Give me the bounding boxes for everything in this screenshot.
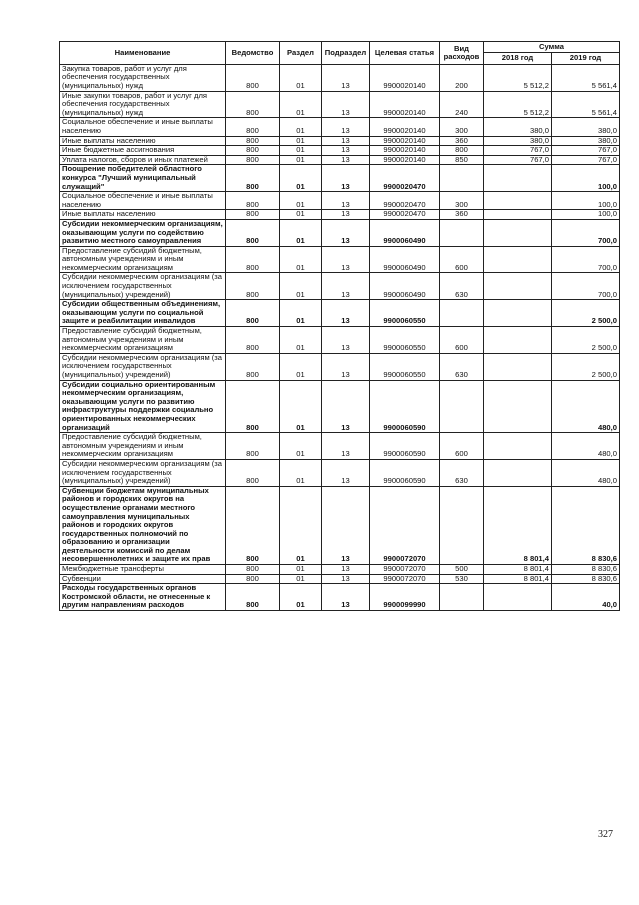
cell-target: 9900020140 [370,91,440,118]
cell-subsection: 13 [322,155,370,165]
header-exp-type: Вид расходов [440,42,484,65]
cell-subsection: 13 [322,118,370,136]
cell-target: 9900020140 [370,146,440,156]
cell-dept: 800 [226,584,280,611]
cell-name: Субсидии некоммерческим организациям (за исключением государственных (муниципальных) учреждений) [60,273,226,300]
cell-subsection: 13 [322,584,370,611]
cell-exp-type [440,165,484,192]
cell-name: Иные выплаты населению [60,210,226,220]
cell-target: 9900020470 [370,165,440,192]
cell-dept: 800 [226,64,280,91]
table-row [60,192,620,210]
cell-sum-2019: 8 830,6 [552,574,620,584]
cell-dept: 800 [226,146,280,156]
table-row [60,273,620,300]
cell-dept: 800 [226,433,280,460]
cell-name: Субвенции [60,574,226,584]
cell-section: 01 [280,459,322,486]
cell-subsection: 13 [322,353,370,380]
cell-target: 9900072070 [370,486,440,564]
cell-section: 01 [280,353,322,380]
cell-subsection: 13 [322,146,370,156]
cell-target: 9900020140 [370,64,440,91]
cell-sum-2018: 8 801,4 [484,574,552,584]
cell-sum-2018 [484,433,552,460]
cell-sum-2019: 8 830,6 [552,486,620,564]
cell-sum-2019: 40,0 [552,584,620,611]
table-row [60,136,620,146]
header-section: Раздел [280,42,322,65]
cell-exp-type: 360 [440,136,484,146]
cell-sum-2019: 700,0 [552,246,620,273]
cell-exp-type: 300 [440,118,484,136]
table-row [60,210,620,220]
cell-target: 9900060550 [370,300,440,327]
cell-section: 01 [280,118,322,136]
cell-sum-2019: 100,0 [552,165,620,192]
cell-sum-2019: 380,0 [552,136,620,146]
header-2018: 2018 год [484,53,552,64]
cell-dept: 800 [226,219,280,246]
cell-sum-2019: 100,0 [552,210,620,220]
table-body [60,64,620,610]
cell-exp-type: 800 [440,146,484,156]
cell-name: Расходы государственных органов Костромской области, не отнесенные к другим направлениям расходов [60,584,226,611]
table-row [60,118,620,136]
cell-section: 01 [280,433,322,460]
budget-table [59,41,620,611]
cell-section: 01 [280,91,322,118]
table-row [60,380,620,433]
cell-exp-type: 630 [440,273,484,300]
header-name: Наименование [60,42,226,65]
cell-exp-type: 850 [440,155,484,165]
cell-target: 9900060590 [370,459,440,486]
table-row [60,486,620,564]
cell-exp-type [440,584,484,611]
table-row [60,584,620,611]
cell-sum-2019: 380,0 [552,118,620,136]
cell-name: Межбюджетные трансферты [60,565,226,575]
cell-name: Субсидии некоммерческим организациям (за исключением государственных (муниципальных) учреждений) [60,459,226,486]
cell-sum-2019: 2 500,0 [552,300,620,327]
table-header [60,42,620,65]
cell-exp-type [440,380,484,433]
cell-name: Субсидии общественным объединениям, оказывающим услуги по социальной защите и реабилитации инвалидов [60,300,226,327]
cell-sum-2018: 8 801,4 [484,565,552,575]
cell-target: 9900020470 [370,210,440,220]
cell-sum-2018 [484,246,552,273]
cell-sum-2018 [484,273,552,300]
cell-sum-2018: 380,0 [484,118,552,136]
cell-exp-type: 530 [440,574,484,584]
cell-target: 9900020470 [370,192,440,210]
cell-sum-2019: 767,0 [552,146,620,156]
table-row [60,155,620,165]
cell-name: Субсидии социально ориентированным некоммерческим организациям, оказывающим услуги по развитию инфраструктуры поддержки социально ориентированных некоммерческих организаций [60,380,226,433]
cell-section: 01 [280,300,322,327]
cell-exp-type: 600 [440,433,484,460]
cell-subsection: 13 [322,574,370,584]
header-sum: Сумма [484,42,620,53]
cell-dept: 800 [226,300,280,327]
cell-subsection: 13 [322,300,370,327]
cell-sum-2018 [484,380,552,433]
cell-subsection: 13 [322,273,370,300]
cell-section: 01 [280,136,322,146]
cell-sum-2019: 480,0 [552,433,620,460]
cell-target: 9900060550 [370,353,440,380]
cell-sum-2018: 380,0 [484,136,552,146]
cell-target: 9900060490 [370,219,440,246]
page-number: 327 [598,829,613,840]
cell-exp-type: 300 [440,192,484,210]
cell-dept: 800 [226,565,280,575]
cell-subsection: 13 [322,433,370,460]
cell-sum-2018 [484,165,552,192]
cell-section: 01 [280,192,322,210]
cell-sum-2019: 700,0 [552,273,620,300]
table-row [60,146,620,156]
cell-sum-2018 [484,300,552,327]
cell-sum-2018: 5 512,2 [484,91,552,118]
cell-target: 9900060490 [370,246,440,273]
table-row [60,91,620,118]
cell-exp-type: 630 [440,353,484,380]
cell-subsection: 13 [322,565,370,575]
cell-dept: 800 [226,486,280,564]
cell-dept: 800 [226,192,280,210]
cell-section: 01 [280,327,322,354]
cell-target: 9900060590 [370,380,440,433]
cell-name: Предоставление субсидий бюджетным, автономным учреждениям и иным некоммерческим организациям [60,433,226,460]
cell-sum-2018: 767,0 [484,155,552,165]
cell-dept: 800 [226,210,280,220]
table-row [60,327,620,354]
cell-dept: 800 [226,155,280,165]
cell-dept: 800 [226,273,280,300]
cell-target: 9900020140 [370,155,440,165]
cell-dept: 800 [226,327,280,354]
cell-subsection: 13 [322,136,370,146]
cell-name: Иные бюджетные ассигнования [60,146,226,156]
cell-section: 01 [280,165,322,192]
cell-name: Субсидии некоммерческим организациям (за исключением государственных (муниципальных) учреждений) [60,353,226,380]
cell-section: 01 [280,210,322,220]
cell-section: 01 [280,219,322,246]
cell-sum-2019: 700,0 [552,219,620,246]
cell-sum-2019: 2 500,0 [552,327,620,354]
cell-sum-2019: 480,0 [552,459,620,486]
cell-subsection: 13 [322,459,370,486]
cell-name: Социальное обеспечение и иные выплаты населению [60,118,226,136]
cell-exp-type: 630 [440,459,484,486]
cell-name: Субсидии некоммерческим организациям, оказывающим услуги по содействию развитию местного самоуправления [60,219,226,246]
cell-target: 9900060550 [370,327,440,354]
cell-sum-2018 [484,192,552,210]
cell-name: Поощрение победителей областного конкурса "Лучший муниципальный служащий" [60,165,226,192]
table-row [60,64,620,91]
cell-subsection: 13 [322,165,370,192]
cell-sum-2019: 100,0 [552,192,620,210]
cell-target: 9900060590 [370,433,440,460]
cell-section: 01 [280,380,322,433]
cell-target: 9900072070 [370,574,440,584]
cell-sum-2018 [484,219,552,246]
cell-exp-type: 600 [440,327,484,354]
cell-section: 01 [280,273,322,300]
table-row [60,246,620,273]
cell-target: 9900020140 [370,136,440,146]
cell-subsection: 13 [322,246,370,273]
cell-exp-type: 600 [440,246,484,273]
cell-sum-2018: 5 512,2 [484,64,552,91]
cell-dept: 800 [226,459,280,486]
cell-subsection: 13 [322,327,370,354]
cell-subsection: 13 [322,486,370,564]
table-row [60,459,620,486]
cell-dept: 800 [226,91,280,118]
cell-target: 9900072070 [370,565,440,575]
table-row [60,433,620,460]
cell-target: 9900020140 [370,118,440,136]
table-row [60,574,620,584]
header-2019: 2019 год [552,53,620,64]
cell-sum-2018 [484,353,552,380]
table-row [60,565,620,575]
cell-exp-type: 200 [440,64,484,91]
header-dept: Ведомство [226,42,280,65]
table-row [60,300,620,327]
cell-sum-2019: 480,0 [552,380,620,433]
cell-subsection: 13 [322,210,370,220]
cell-target: 9900099990 [370,584,440,611]
cell-section: 01 [280,146,322,156]
cell-section: 01 [280,155,322,165]
header-subsection: Подраздел [322,42,370,65]
cell-dept: 800 [226,246,280,273]
cell-sum-2018: 8 801,4 [484,486,552,564]
cell-target: 9900060490 [370,273,440,300]
cell-sum-2019: 2 500,0 [552,353,620,380]
cell-sum-2018 [484,584,552,611]
cell-sum-2019: 767,0 [552,155,620,165]
cell-dept: 800 [226,574,280,584]
cell-section: 01 [280,486,322,564]
cell-dept: 800 [226,380,280,433]
cell-subsection: 13 [322,91,370,118]
cell-sum-2019: 5 561,4 [552,91,620,118]
cell-sum-2018 [484,459,552,486]
cell-name: Иные закупки товаров, работ и услуг для обеспечения государственных (муниципальных) нужд [60,91,226,118]
cell-dept: 800 [226,118,280,136]
cell-name: Субвенции бюджетам муниципальных районов и городских округов на осуществление органами местного самоуправления муниципальных районов и городских округов государственных полномочий по образованию и организации деятельности комиссий по делам несовершеннолетних и защите их прав [60,486,226,564]
cell-name: Предоставление субсидий бюджетным, автономным учреждениям и иным некоммерческим организациям [60,327,226,354]
cell-subsection: 13 [322,64,370,91]
cell-sum-2018 [484,327,552,354]
cell-dept: 800 [226,165,280,192]
cell-sum-2018: 767,0 [484,146,552,156]
cell-exp-type: 360 [440,210,484,220]
cell-exp-type [440,300,484,327]
cell-name: Предоставление субсидий бюджетным, автономным учреждениям и иным некоммерческим организациям [60,246,226,273]
cell-section: 01 [280,584,322,611]
table-row [60,353,620,380]
cell-section: 01 [280,64,322,91]
cell-section: 01 [280,246,322,273]
cell-name: Социальное обеспечение и иные выплаты населению [60,192,226,210]
cell-dept: 800 [226,353,280,380]
cell-exp-type [440,219,484,246]
cell-name: Уплата налогов, сборов и иных платежей [60,155,226,165]
cell-subsection: 13 [322,219,370,246]
table-row [60,219,620,246]
cell-subsection: 13 [322,380,370,433]
cell-dept: 800 [226,136,280,146]
cell-subsection: 13 [322,192,370,210]
cell-section: 01 [280,565,322,575]
cell-section: 01 [280,574,322,584]
table-row [60,165,620,192]
cell-name: Закупка товаров, работ и услуг для обеспечения государственных (муниципальных) нужд [60,64,226,91]
cell-exp-type [440,486,484,564]
cell-exp-type: 500 [440,565,484,575]
cell-sum-2019: 5 561,4 [552,64,620,91]
cell-sum-2018 [484,210,552,220]
cell-exp-type: 240 [440,91,484,118]
cell-sum-2019: 8 830,6 [552,565,620,575]
header-target: Целевая статья [370,42,440,65]
cell-name: Иные выплаты населению [60,136,226,146]
